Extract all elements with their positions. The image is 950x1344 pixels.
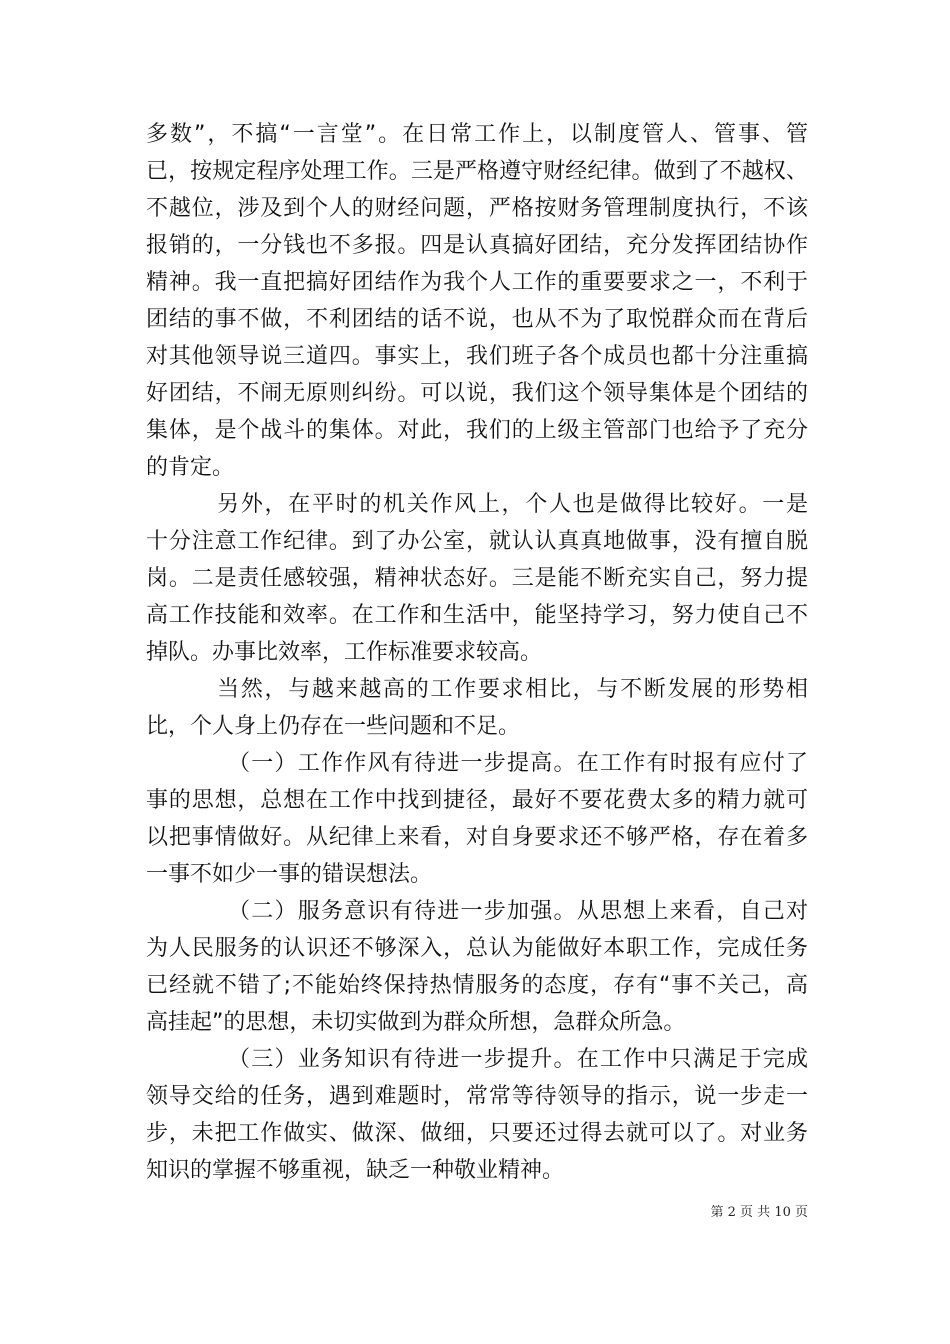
text-line: 对其他领导说三道四。事实上，我们班子各个成员也都十分注重搞 <box>146 344 808 369</box>
text-line: 十分注意工作纪律。到了办公室，就认认真真地做事，没有擅自脱 <box>146 529 808 554</box>
text-line: 高工作技能和效率。在工作和生活中，能坚持学习，努力使自己不 <box>146 603 808 628</box>
text-line: 精神。我一直把搞好团结作为我个人工作的重要要求之一，不利于 <box>146 270 808 295</box>
text-line: 领导交给的任务，遇到难题时，常常等待领导的指示，说一步走一 <box>146 1084 808 1109</box>
text-line: 高挂起”的思想，未切实做到为群众所想，急群众所急。 <box>146 1010 686 1035</box>
text-line: 为人民服务的认识还不够深入，总认为能做好本职工作，完成任务 <box>146 936 808 961</box>
text-line: 集体，是个战斗的集体。对此，我们的上级主管部门也给予了充分 <box>146 418 808 443</box>
text-line: 的肯定。 <box>146 455 235 480</box>
text-line: 多数”，不搞“一言堂”。在日常工作上，以制度管人、管事、管 <box>146 122 808 147</box>
text-line: 岗。二是责任感较强，精神状态好。三是能不断充实自己，努力提 <box>146 566 808 591</box>
text-line: 好团结，不闹无原则纠纷。可以说，我们这个领导集体是个团结的 <box>146 381 808 406</box>
text-line: 以把事情做好。从纪律上来看，对自身要求还不够严格，存在着多 <box>146 825 808 850</box>
text-line: 比，个人身上仍存在一些问题和不足。 <box>146 714 521 739</box>
text-line: （二）服务意识有待进一步加强。从思想上来看，自己对 <box>146 899 808 924</box>
text-line: 团结的事不做，不利团结的话不说，也从不为了取悦群众而在背后 <box>146 307 808 332</box>
text-line: 已经就不错了;不能始终保持热情服务的态度，存有“事不关己，高 <box>146 973 808 998</box>
text-line: 事的思想，总想在工作中找到捷径，最好不要花费太多的精力就可 <box>146 788 808 813</box>
text-line: （一）工作作风有待进一步提高。在工作有时报有应付了 <box>146 751 808 776</box>
text-line: 当然，与越来越高的工作要求相比，与不断发展的形势相 <box>146 677 808 702</box>
text-line: 已，按规定程序处理工作。三是严格遵守财经纪律。做到了不越权、 <box>146 159 808 184</box>
text-line: 知识的掌握不够重视，缺乏一种敬业精神。 <box>146 1158 565 1183</box>
text-line: 另外，在平时的机关作风上，个人也是做得比较好。一是 <box>146 492 808 517</box>
text-line: 步，未把工作做实、做深、做细，只要还过得去就可以了。对业务 <box>146 1121 808 1146</box>
text-line: 一事不如少一事的错误想法。 <box>146 862 433 887</box>
text-line: 掉队。办事比效率，工作标准要求较高。 <box>146 640 543 665</box>
text-line: （三）业务知识有待进一步提升。在工作中只满足于完成 <box>146 1047 808 1072</box>
page-number: 第 2 页 共 10 页 <box>710 1205 808 1220</box>
document-body <box>146 116 808 1189</box>
text-line: 不越位，涉及到个人的财经问题，严格按财务管理制度执行，不该 <box>146 196 808 221</box>
text-line: 报销的，一分钱也不多报。四是认真搞好团结，充分发挥团结协作 <box>146 233 808 258</box>
